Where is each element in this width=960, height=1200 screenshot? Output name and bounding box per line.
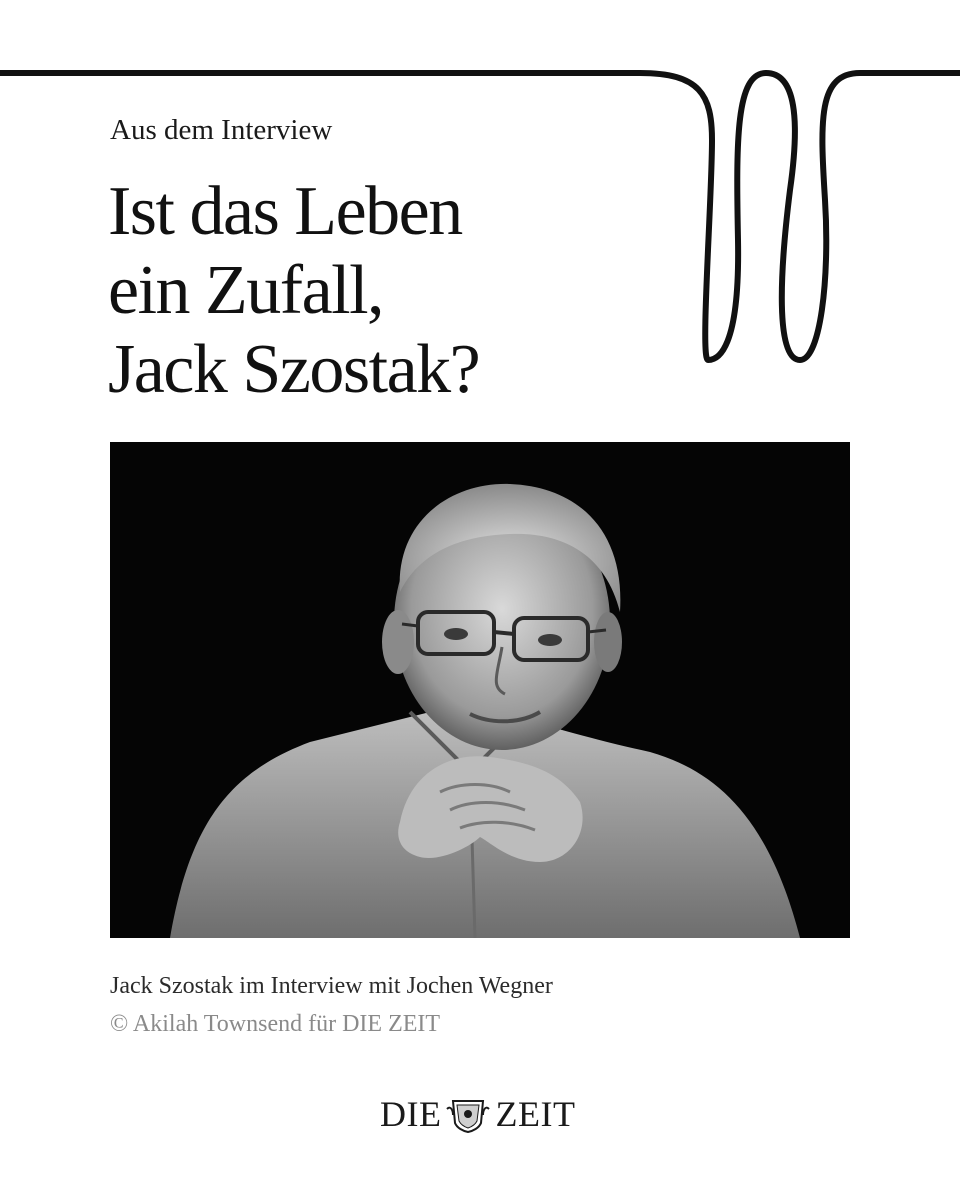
photo-caption: Jack Szostak im Interview mit Jochen Wegner <box>110 973 553 999</box>
logo-word-zeit: ZEIT <box>495 1094 576 1134</box>
logo-word-die: DIE <box>380 1094 442 1134</box>
headline-line: Jack Szostak? <box>108 331 480 408</box>
zeit-logo <box>380 1092 575 1136</box>
portrait-illustration <box>110 442 850 938</box>
headline-line: ein Zufall, <box>108 252 384 329</box>
zeit-crest-icon <box>445 1095 491 1133</box>
headline <box>108 172 479 409</box>
kicker: Aus dem Interview <box>110 114 333 146</box>
photo-credit: © Akilah Townsend für DIE ZEIT <box>110 1011 441 1037</box>
portrait-photo <box>110 442 850 938</box>
headline-line: Ist das Leben <box>108 173 462 250</box>
